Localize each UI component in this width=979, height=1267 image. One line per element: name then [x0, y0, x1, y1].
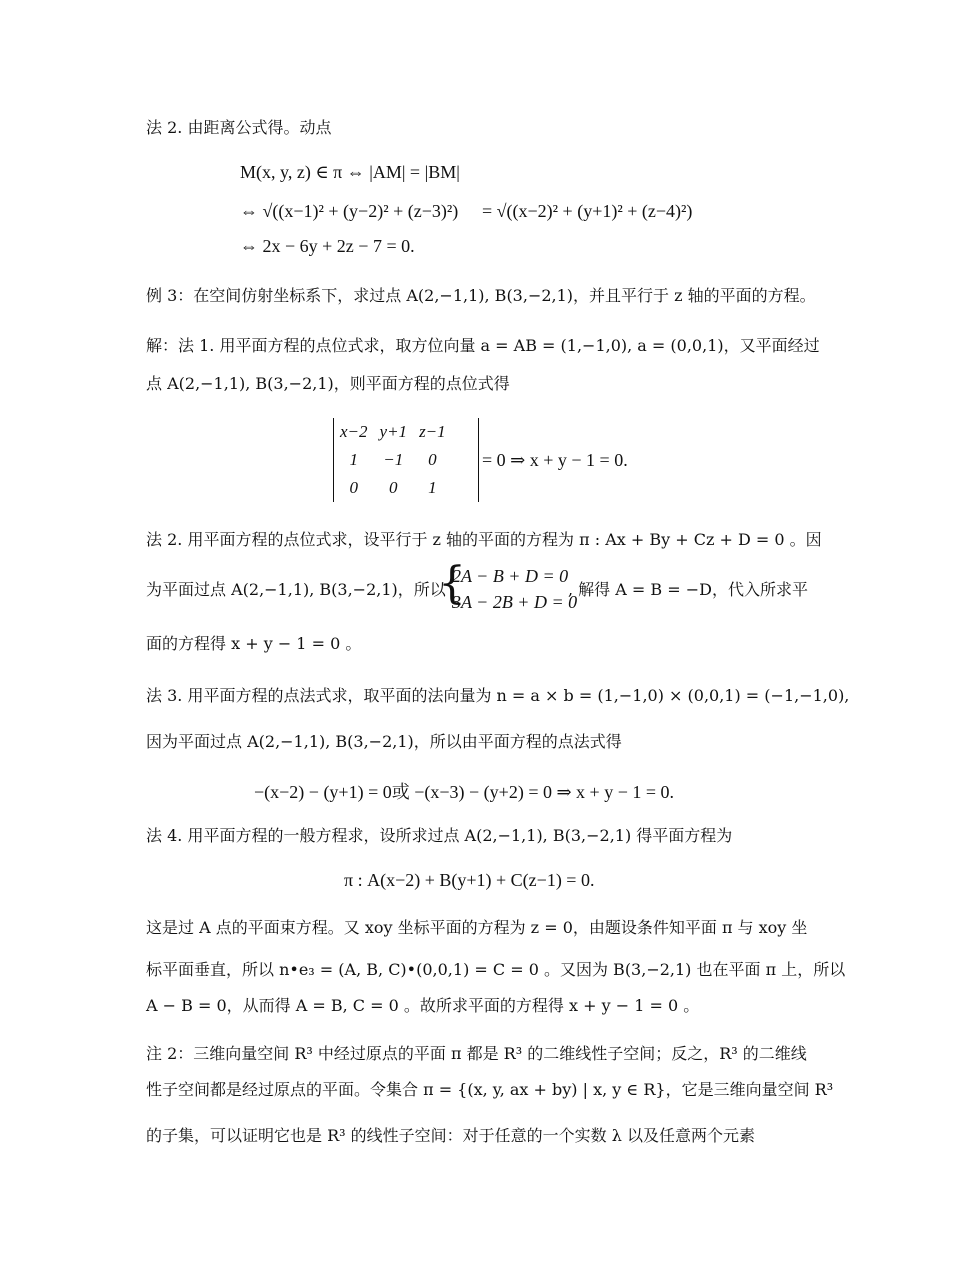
solution2-line2a: 为平面过点 A(2,−1,1), B(3,−2,1)，所以	[146, 580, 446, 599]
solution4-line4: A − B = 0，从而得 A = B, C = 0 。故所求平面的方程得 x + y − 1 = 0 。	[146, 996, 700, 1015]
solution4-equation: π : A(x−2) + B(y+1) + C(z−1) = 0.	[344, 870, 595, 890]
solution2-line1: 法 2. 用平面方程的点位式求，设平行于 z 轴的平面的方程为 π : Ax + By + Cz + D = 0 。因	[146, 530, 822, 549]
note2-line3: 的子集，可以证明它也是 R³ 的线性子空间：对于任意的一个实数 λ 以及任意两个元素	[146, 1126, 755, 1145]
determinant-cell: 0	[428, 450, 437, 469]
determinant-cell: 0	[349, 478, 359, 497]
determinant-row	[334, 446, 452, 474]
determinant-result: = 0 ⇒ x + y − 1 = 0.	[482, 450, 628, 470]
system-brace: {	[438, 558, 466, 609]
determinant-cell: z−1	[419, 422, 446, 441]
determinant-row	[334, 474, 452, 502]
determinant-cell: 1	[428, 478, 437, 497]
note2-line2: 性子空间都是经过原点的平面。令集合 π = {(x, y, ax + by) | x, y ∈ R}，它是三维向量空间 R³	[146, 1080, 834, 1099]
system-eq2: 3A − 2B + D = 0	[452, 592, 578, 612]
solution3-equation: −(x−2) − (y+1) = 0或 −(x−3) − (y+2) = 0 ⇒ x + y − 1 = 0.	[254, 782, 675, 802]
determinant-row	[334, 418, 452, 446]
solution3-line1: 法 3. 用平面方程的点法式求，取平面的法向量为 n = a × b = (1,−1,0) × (0,0,1) = (−1,−1,0),	[146, 686, 850, 705]
note2-line1: 注 2：三维向量空间 R³ 中经过原点的平面 π 都是 R³ 的二维线性子空间；反之，R³ 的二维线	[146, 1044, 807, 1063]
determinant	[333, 418, 479, 502]
solution3-line2: 因为平面过点 A(2,−1,1), B(3,−2,1)，所以由平面方程的点法式得	[146, 732, 622, 751]
solution4-line3: 标平面垂直，所以 n•e₃ = (A, B, C)•(0,0,1) = C = 0 。又因为 B(3,−2,1) 也在平面 π 上，所以	[146, 960, 846, 979]
determinant-cell: y+1	[379, 422, 408, 441]
solution2-line2b: , 解得 A = B = −D，代入所求平	[568, 580, 808, 599]
solution2-line3: 面的方程得 x + y − 1 = 0 。	[146, 634, 362, 653]
solution4-line2: 这是过 A 点的平面束方程。又 xoy 坐标平面的方程为 z = 0，由题设条件知平面 π 与 xoy 坐	[146, 918, 808, 937]
equation-membership: M(x, y, z) ∈ π ⇔ |AM| = |BM|	[240, 162, 460, 182]
solution1-line2: 点 A(2,−1,1), B(3,−2,1)，则平面方程的点位式得	[146, 374, 510, 393]
solution4-line1: 法 4. 用平面方程的一般方程求，设所求过点 A(2,−1,1), B(3,−2,1) 得平面方程为	[146, 826, 733, 845]
example3-statement: 例 3：在空间仿射坐标系下，求过点 A(2,−1,1), B(3,−2,1)，并且平行于 z 轴的平面的方程。	[146, 286, 816, 305]
method2-intro: 法 2. 由距离公式得。动点	[146, 118, 332, 137]
determinant-cell: x−2	[340, 422, 368, 441]
equation-result: ⇔ 2x − 6y + 2z − 7 = 0.	[240, 236, 415, 256]
equation-distance-left: ⇔ √((x−1)² + (y−2)² + (z−3)²)	[240, 201, 459, 221]
determinant-cell: 1	[349, 450, 359, 469]
system-eq1: 2A − B + D = 0	[452, 566, 569, 586]
equation-distance-right: = √((x−2)² + (y+1)² + (z−4)²)	[482, 201, 693, 221]
solution1-line1: 解：法 1. 用平面方程的点位式求，取方位向量 a = AB = (1,−1,0), a = (0,0,1)，又平面经过	[146, 336, 820, 355]
determinant-cell: 0	[389, 478, 398, 497]
determinant-cell: −1	[383, 450, 404, 469]
